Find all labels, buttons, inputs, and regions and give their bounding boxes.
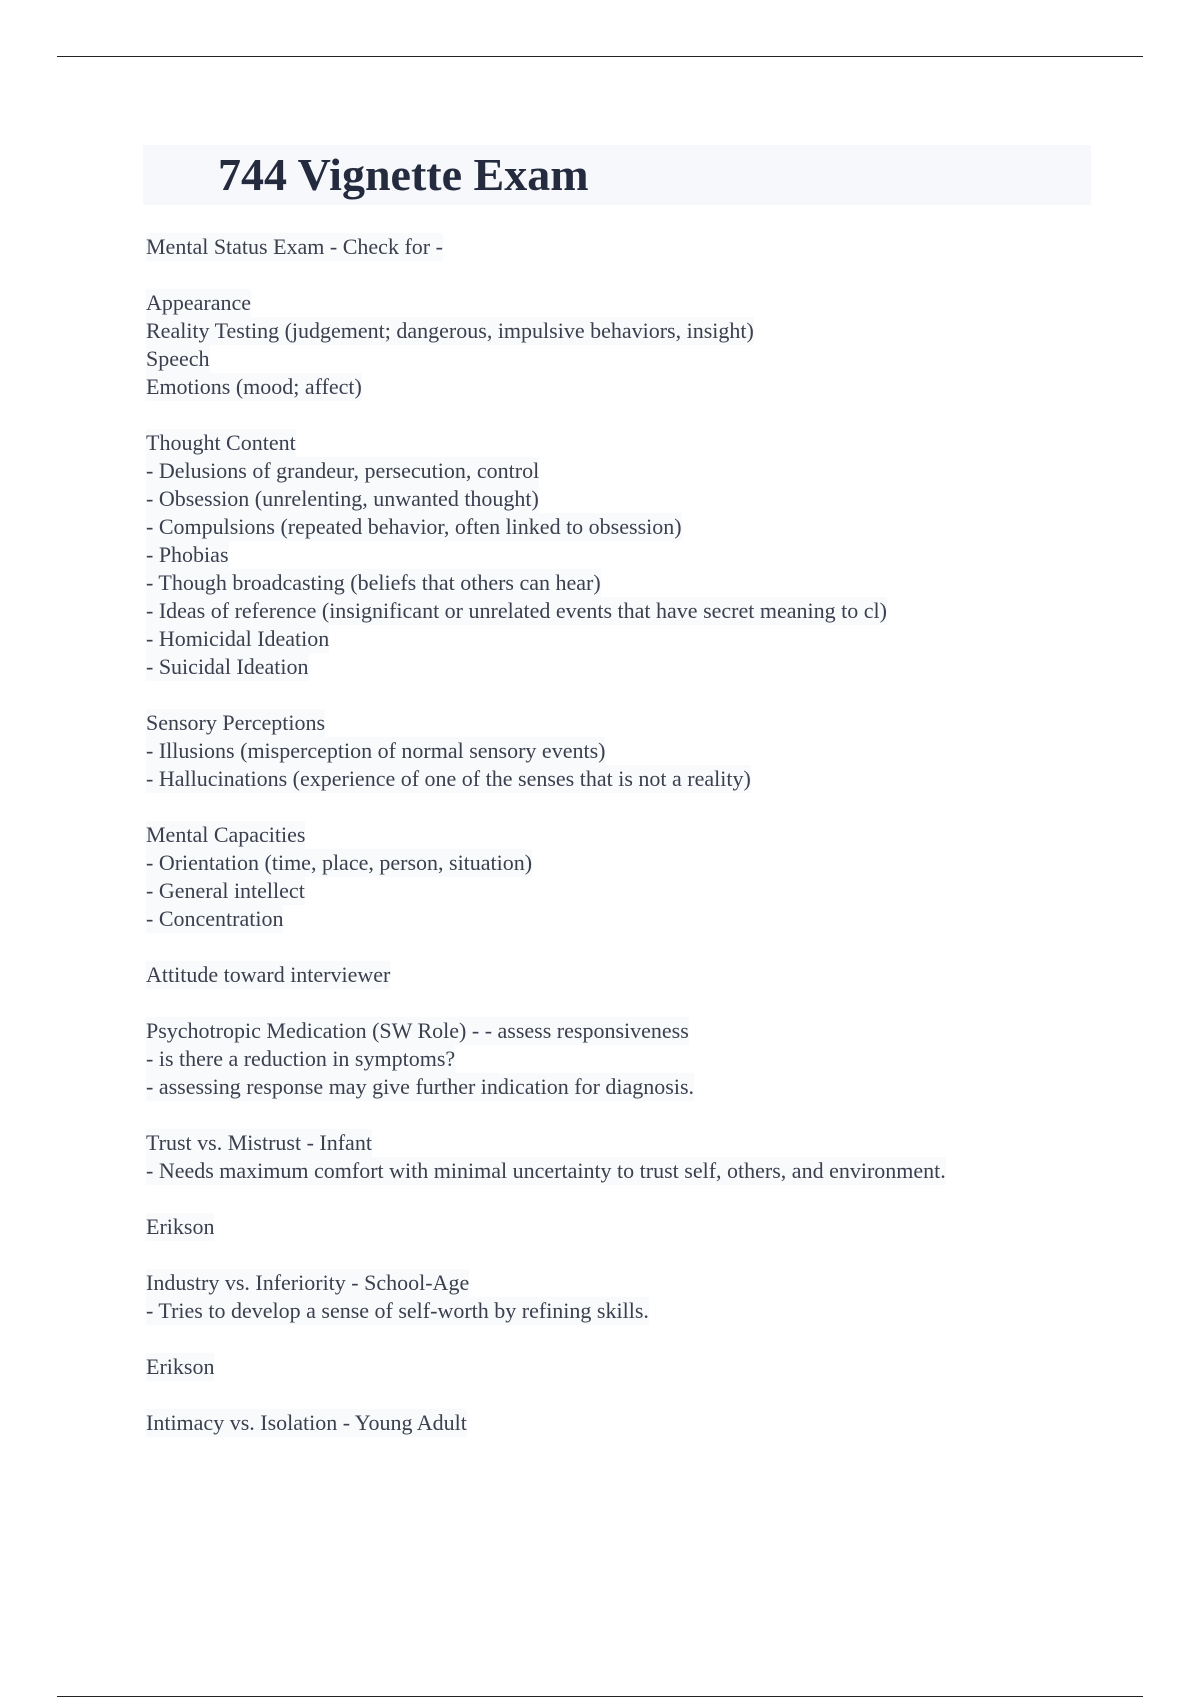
text-line: - Homicidal Ideation xyxy=(146,626,330,651)
text-line: - Phobias xyxy=(146,542,229,567)
blank-line xyxy=(146,681,1146,709)
document-body xyxy=(146,233,1146,1437)
text-line: - Suicidal Ideation xyxy=(146,654,309,679)
text-line: Emotions (mood; affect) xyxy=(146,374,362,399)
text-line: Speech xyxy=(146,346,210,371)
text-line: - Orientation (time, place, person, situation) xyxy=(146,850,533,875)
text-line: - Hallucinations (experience of one of the senses that is not a reality) xyxy=(146,766,751,791)
text-line: Attitude toward interviewer xyxy=(146,962,391,987)
text-line: - is there a reduction in symptoms? xyxy=(146,1046,456,1071)
text-line: - Compulsions (repeated behavior, often linked to obsession) xyxy=(146,514,682,539)
text-line: - Needs maximum comfort with minimal uncertainty to trust self, others, and environment. xyxy=(146,1158,946,1183)
text-line: - Delusions of grandeur, persecution, control xyxy=(146,458,540,483)
page-title: 744 Vignette Exam xyxy=(218,149,589,200)
blank-line xyxy=(146,1325,1146,1353)
blank-line xyxy=(146,401,1146,429)
text-line: - Obsession (unrelenting, unwanted thought) xyxy=(146,486,539,511)
text-line: - assessing response may give further indication for diagnosis. xyxy=(146,1074,695,1099)
blank-line xyxy=(146,1381,1146,1409)
blank-line xyxy=(146,1185,1146,1213)
text-line: - Ideas of reference (insignificant or unrelated events that have secret meaning to cl) xyxy=(146,598,887,623)
text-line: Mental Capacities xyxy=(146,822,306,847)
top-rule xyxy=(57,56,1143,57)
text-line: Psychotropic Medication (SW Role) - - assess responsiveness xyxy=(146,1018,689,1043)
text-line: Thought Content xyxy=(146,430,296,455)
text-line: - Concentration xyxy=(146,906,284,931)
blank-line xyxy=(146,793,1146,821)
text-line: Industry vs. Inferiority - School-Age xyxy=(146,1270,470,1295)
text-line: Trust vs. Mistrust - Infant xyxy=(146,1130,372,1155)
text-line: Erikson xyxy=(146,1354,215,1379)
text-line: - General intellect xyxy=(146,878,305,903)
text-line: Intimacy vs. Isolation - Young Adult xyxy=(146,1410,467,1435)
blank-line xyxy=(146,989,1146,1017)
blank-line xyxy=(146,1241,1146,1269)
blank-line xyxy=(146,933,1146,961)
text-line: Mental Status Exam - Check for - xyxy=(146,234,443,259)
blank-line xyxy=(146,261,1146,289)
text-line: Appearance xyxy=(146,290,252,315)
text-line: - Illusions (misperception of normal sensory events) xyxy=(146,738,606,763)
text-line: Reality Testing (judgement; dangerous, impulsive behaviors, insight) xyxy=(146,318,754,343)
text-line: Sensory Perceptions xyxy=(146,710,326,735)
text-line: Erikson xyxy=(146,1214,215,1239)
text-line: - Tries to develop a sense of self-worth by refining skills. xyxy=(146,1298,649,1323)
blank-line xyxy=(146,1101,1146,1129)
text-line: - Though broadcasting (beliefs that others can hear) xyxy=(146,570,601,595)
bottom-rule xyxy=(57,1696,1143,1697)
